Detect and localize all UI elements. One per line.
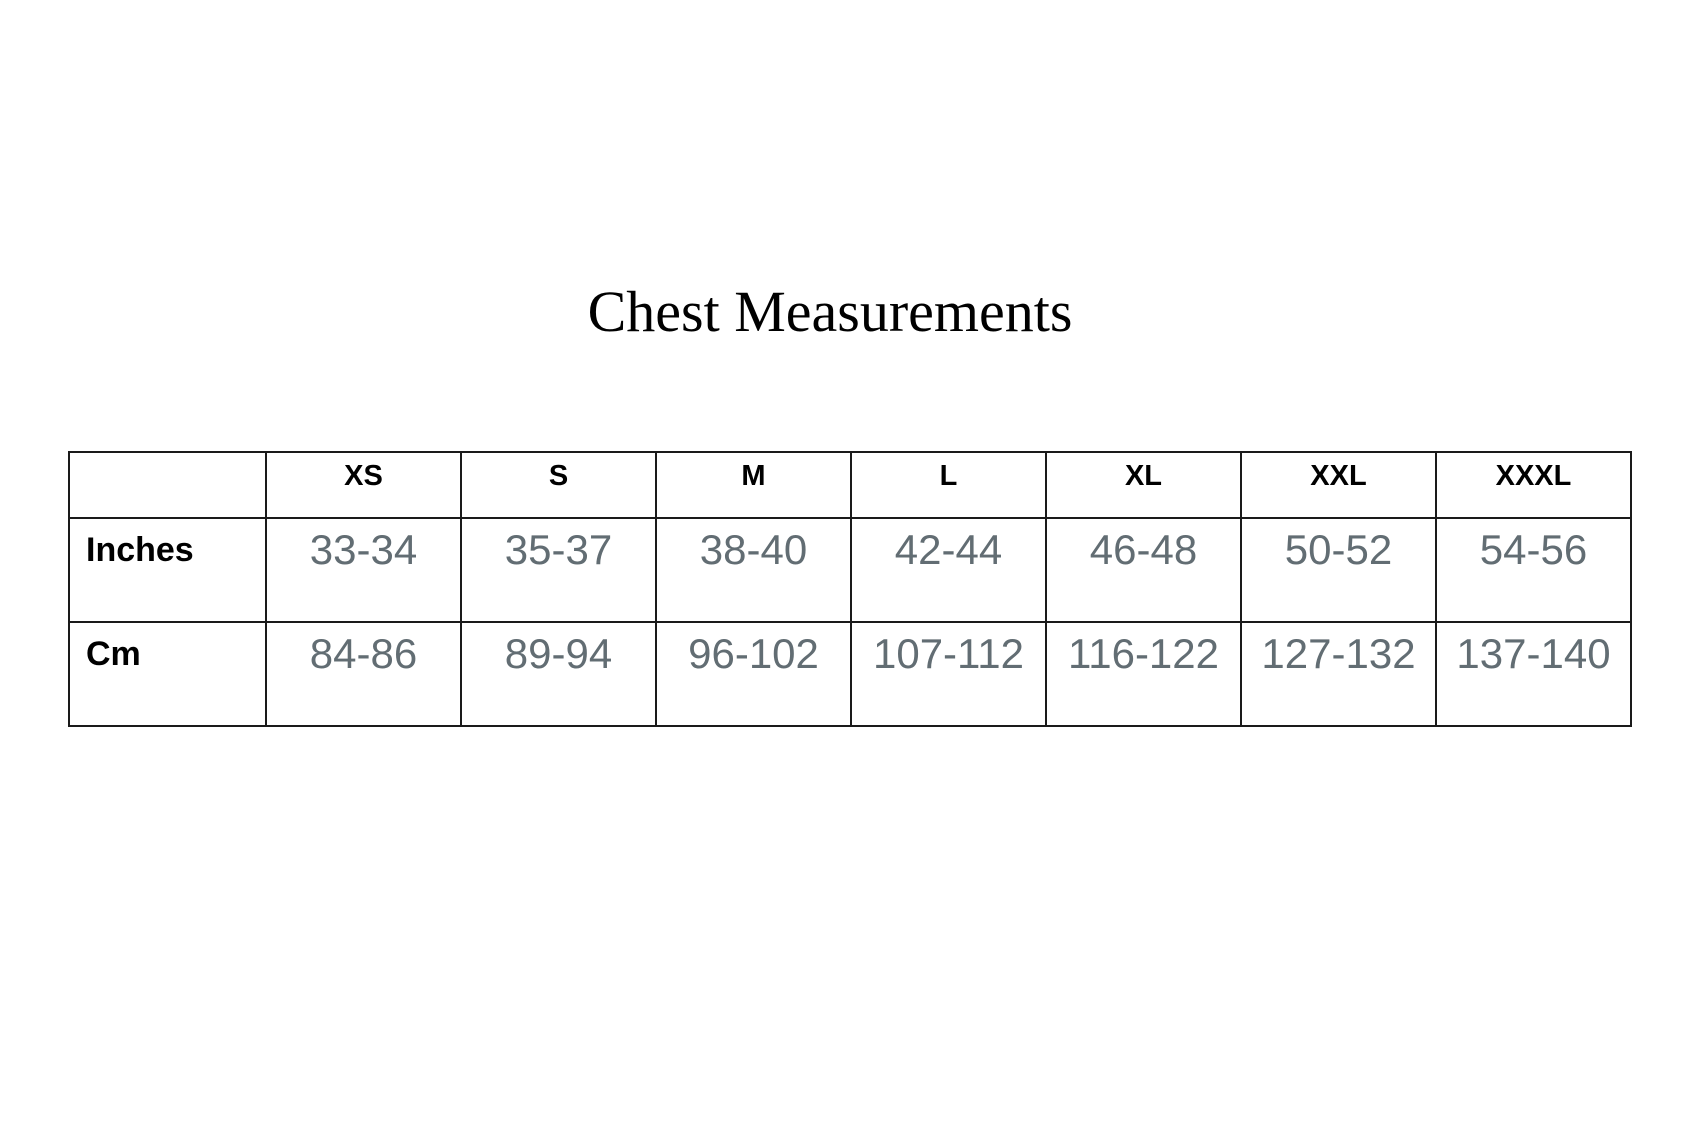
value-cell <box>1436 622 1631 726</box>
header-cell-s <box>461 452 656 518</box>
value-cell <box>1046 518 1241 622</box>
measurement-value: 89-94 <box>504 630 613 677</box>
measurement-value: 116-122 <box>1067 630 1220 677</box>
size-label: XL <box>1124 460 1163 492</box>
size-label: XXL <box>1310 460 1367 492</box>
measurement-value: 107-112 <box>872 630 1025 677</box>
size-label: XS <box>344 460 383 492</box>
table-header-row <box>69 452 1631 518</box>
size-label: S <box>548 460 569 492</box>
header-cell-m <box>656 452 851 518</box>
value-cell <box>656 518 851 622</box>
measurement-value: 137-140 <box>1456 630 1611 677</box>
measurement-value: 42-44 <box>894 526 1003 573</box>
header-cell-xl <box>1046 452 1241 518</box>
measurement-value: 50-52 <box>1284 526 1393 573</box>
measurement-value: 38-40 <box>699 526 808 573</box>
measurement-value: 46-48 <box>1089 526 1198 573</box>
value-cell <box>851 622 1046 726</box>
chest-measurements-table <box>68 451 1632 727</box>
size-label: XXXL <box>1495 460 1572 492</box>
value-cell <box>1241 622 1436 726</box>
value-cell <box>656 622 851 726</box>
measurement-value: 96-102 <box>688 630 819 677</box>
value-cell <box>1241 518 1436 622</box>
measurement-value: 84-86 <box>309 630 418 677</box>
header-cell-empty <box>69 452 266 518</box>
row-label: Cm <box>86 635 141 673</box>
header-cell-xs <box>266 452 461 518</box>
table-row-inches <box>69 518 1631 622</box>
header-cell-xxl <box>1241 452 1436 518</box>
value-cell <box>266 622 461 726</box>
measurement-value: 35-37 <box>504 526 613 573</box>
value-cell <box>1046 622 1241 726</box>
header-cell-l <box>851 452 1046 518</box>
measurement-value: 33-34 <box>309 526 418 573</box>
row-label-cell <box>69 622 266 726</box>
value-cell <box>266 518 461 622</box>
measurement-value: 54-56 <box>1479 526 1588 573</box>
table-row-cm <box>69 622 1631 726</box>
page-title: Chest Measurements <box>587 279 1073 344</box>
size-label: L <box>939 460 958 492</box>
value-cell <box>461 518 656 622</box>
header-cell-xxxl <box>1436 452 1631 518</box>
measurement-value: 127-132 <box>1261 630 1416 677</box>
value-cell <box>461 622 656 726</box>
row-label-cell <box>69 518 266 622</box>
row-label: Inches <box>86 531 194 569</box>
value-cell <box>1436 518 1631 622</box>
value-cell <box>851 518 1046 622</box>
size-label: M <box>741 460 766 492</box>
